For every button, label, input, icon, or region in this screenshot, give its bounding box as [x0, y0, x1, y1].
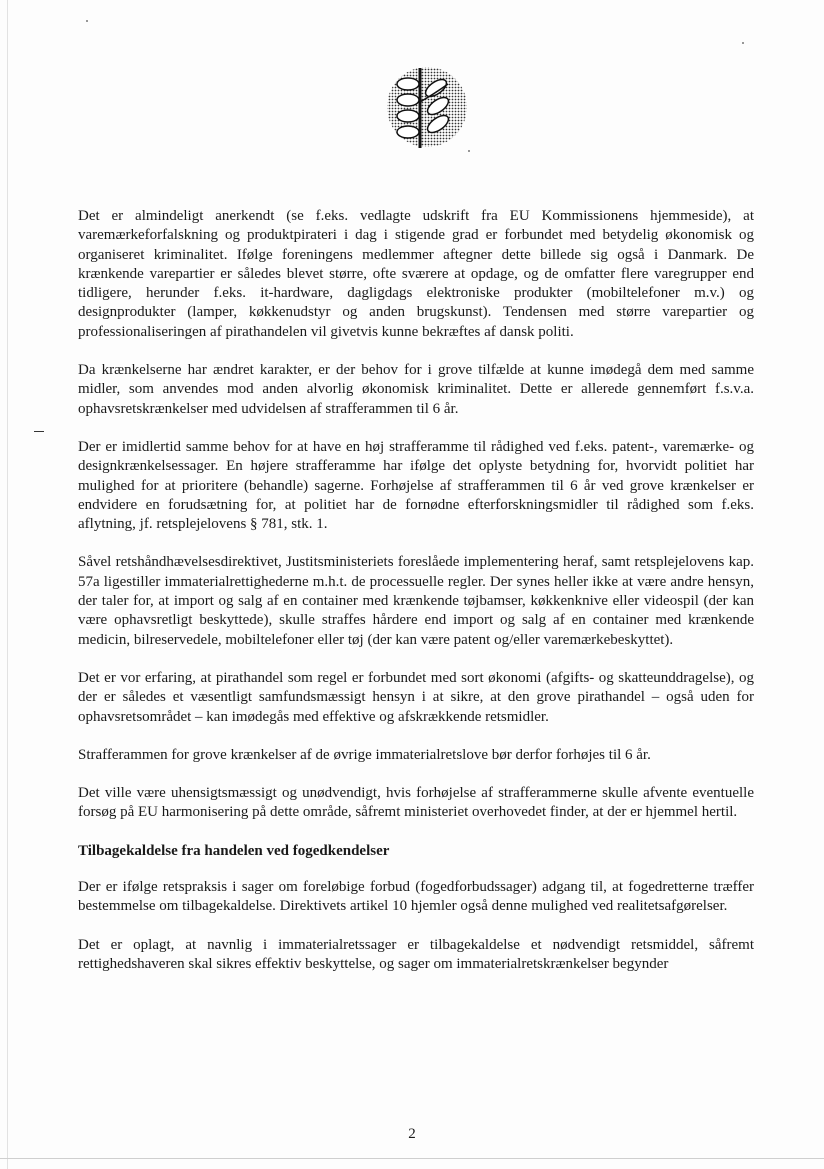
body-paragraph: Såvel retshåndhævelsesdirektivet, Justitsministeriets foreslåede implementering heraf, samt retsplejelovens kap. 57a ligestiller immaterialrettighederne m.h.t. de processuelle regler. Der synes heller ikke at være andre hensyn, der taler for, at import og salg af en container med krænkende tøjbamser, køkkenknive eller videospil (der kan være ophavsretligt beskyttede), skulle straffes hårdere end import og salg af en container med krænkende medicin, bilreservedele, mobiltelefoner eller tøj (der kan være patent og/eller varemærkebeskyttet).	[78, 554, 754, 648]
body-paragraph: Der er imidlertid samme behov for at have en høj strafferamme til rådighed ved f.eks. patent-, varemærke- og designkrænkelsessager. En højere strafferamme har ifølge det oplyste betydning for, hvorvidt politiet har mulighed for at prioritere (behandle) sagerne. Forhøjelse af strafferammen til 6 år ved grove krænkelser er endvidere en forudsætning for, at politiet har de fornødne efterforskningsmidler til rådighed som f.eks. aflytning, jf. retsplejelovens § 781, stk. 1.	[78, 438, 754, 533]
body-paragraph: Det er vor erfaring, at pirathandel som regel er forbundet med sort økonomi (afgifts- og skatteunddragelse), og der er således et væsentligt samfundsmæssigt hensyn i at sikre, at den grove pirathandel – også uden for ophavsretsområdet – kan imødegås med effektive og afskrækkende retsmidler.	[78, 669, 754, 725]
body-paragraph: Det er almindeligt anerkendt (se f.eks. vedlagte udskrift fra EU Kommissionens hjemmeside), at varemærkeforfalskning og produktpirateri i dag i stigende grad er forbundet med betydelig økonomisk og organiseret kriminalitet. Ifølge foreningens medlemmer aftegner dette billede sig også i Danmark. De krænkende varepartier er således blevet større, ofte sværere at opdage, og de omfatter flere varegrupper end tidligere, herunder f.eks. it-hardware, dagligdags elektroniske produkter (mobiltelefoner m.v.) og designprodukter (lamper, køkkenudstyr og anden brugskunst). Tendensen med større varepartier og professionaliseringen af pirathandelen vil givetvis kunne bekræftes af dansk politi.	[78, 208, 754, 340]
scan-edge-line	[7, 0, 8, 1169]
scan-speck	[86, 20, 88, 22]
section-heading: Tilbagekaldelse fra handelen ved fogedkendelser	[78, 842, 390, 859]
scan-speck	[742, 42, 744, 44]
letter-body	[78, 207, 754, 993]
leaf-tree-emblem-icon	[382, 62, 472, 152]
body-paragraph: Der er ifølge retspraksis i sager om foreløbige forbud (fogedforbudssager) adgang til, at fogedretterne træffer bestemmelse om tilbagekaldelse. Direktivets artikel 10 hjemler også denne mulighed ved realitetsafgørelser.	[78, 879, 754, 915]
scan-speck	[468, 150, 470, 152]
body-paragraph: Da krænkelserne har ændret karakter, er der behov for i grove tilfælde at kunne imødegå dem med samme midler, som anvendes mod anden alvorlig økonomisk kriminalitet. Dette er allerede gennemført f.s.v.a. ophavsretskrænkelser med udvidelsen af strafferammen til 6 år.	[78, 362, 754, 417]
body-paragraph: Strafferammen for grove krænkelser af de øvrige immaterialretslove bør derfor forhøjes til 6 år.	[78, 746, 651, 763]
scan-bottom-line	[0, 1158, 824, 1159]
body-paragraph: Det er oplagt, at navnlig i immaterialretssager er tilbagekaldelse et nødvendigt retsmiddel, såfremt rettighedshaveren skal sikres effektiv beskyttelse, og sager om immaterialretskrænkelser begynder	[78, 936, 754, 972]
margin-dash-mark	[34, 431, 44, 432]
page-number: 2	[408, 1126, 416, 1142]
body-paragraph: Det ville være uhensigtsmæssigt og unødvendigt, hvis forhøjelse af strafferammerne skulle afvente eventuelle forsøg på EU harmonisering på dette område, såfremt ministeriet overhovedet finder, at der er hjemmel hertil.	[78, 785, 754, 821]
